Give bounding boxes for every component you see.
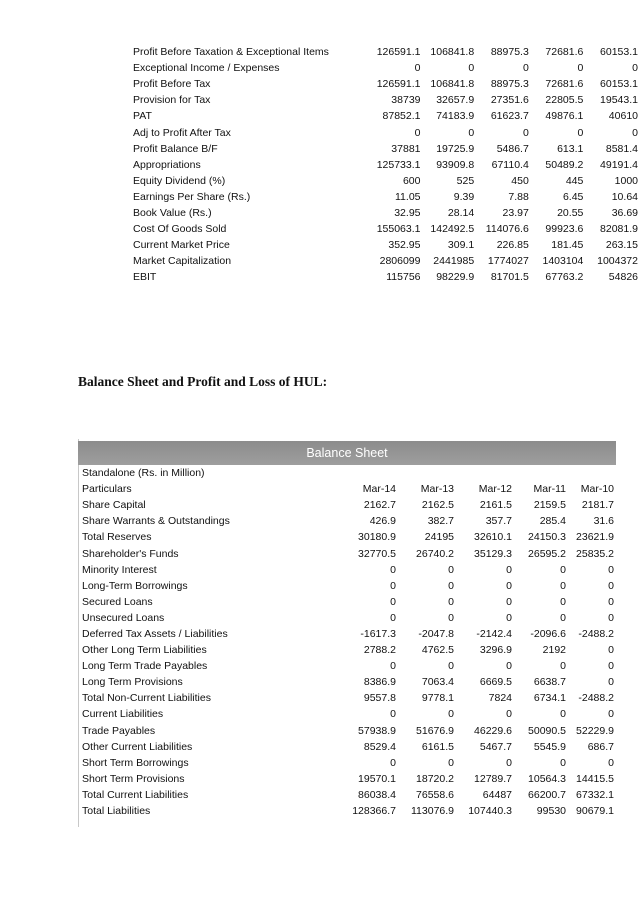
cell-value: 352.95 xyxy=(388,239,421,252)
cell-value: 2806099 xyxy=(379,255,421,268)
cell-value: 49876.1 xyxy=(545,110,584,123)
row-label: Book Value (Rs.) xyxy=(133,206,212,219)
row-label: Cost Of Goods Sold xyxy=(133,223,227,236)
table-row xyxy=(125,253,638,269)
cell-value: 0 xyxy=(390,611,396,624)
table-row xyxy=(82,626,614,642)
table-row xyxy=(82,723,614,739)
cell-value: 107440.3 xyxy=(468,805,512,818)
balance-sheet-table xyxy=(82,465,614,819)
cell-value: 66200.7 xyxy=(528,788,566,801)
cell-value: 0 xyxy=(448,563,454,576)
table-row xyxy=(125,221,638,237)
table-row xyxy=(125,269,638,285)
cell-value: 60153.1 xyxy=(600,78,638,91)
cell-value: 0 xyxy=(560,595,566,608)
row-label: Exceptional Income / Expenses xyxy=(133,62,280,75)
cell-value: 0 xyxy=(608,756,614,769)
row-label: Trade Payables xyxy=(82,724,156,737)
column-header: Mar-12 xyxy=(478,483,512,496)
cell-value: 0 xyxy=(560,563,566,576)
cell-value: 0 xyxy=(608,676,614,689)
cell-value: 72681.6 xyxy=(545,46,584,59)
cell-value: -2142.4 xyxy=(476,627,512,640)
row-label: Total Current Liabilities xyxy=(82,788,189,801)
cell-value: 263.15 xyxy=(605,239,638,252)
row-label: Profit Before Taxation & Exceptional Items xyxy=(133,46,329,59)
cell-value: 126591.1 xyxy=(376,78,421,91)
balance-sheet-header-row xyxy=(82,481,614,497)
cell-value: 0 xyxy=(632,126,638,139)
cell-value: 0 xyxy=(506,756,512,769)
cell-value: 93909.8 xyxy=(436,158,475,171)
cell-value: 12789.7 xyxy=(474,772,512,785)
cell-value: 31.6 xyxy=(593,515,614,528)
cell-value: 30180.9 xyxy=(358,531,396,544)
cell-value: 36.69 xyxy=(611,206,638,219)
cell-value: 0 xyxy=(390,579,396,592)
cell-value: 50489.2 xyxy=(545,158,584,171)
row-label: Long Term Trade Payables xyxy=(82,660,208,673)
cell-value: 0 xyxy=(522,126,529,139)
row-label: Short Term Borrowings xyxy=(82,756,189,769)
row-label: Profit Before Tax xyxy=(133,78,211,91)
cell-value: 309.1 xyxy=(447,239,475,252)
cell-value: 450 xyxy=(511,174,529,187)
profit-loss-table xyxy=(125,44,638,285)
cell-value: 27351.6 xyxy=(490,94,529,107)
cell-value: 24195 xyxy=(424,531,454,544)
cell-value: 23621.9 xyxy=(576,531,614,544)
cell-value: 49191.4 xyxy=(600,158,638,171)
cell-value: 0 xyxy=(390,756,396,769)
cell-value: 99923.6 xyxy=(545,223,584,236)
cell-value: 74183.9 xyxy=(436,110,475,123)
cell-value: 0 xyxy=(506,660,512,673)
cell-value: 72681.6 xyxy=(545,78,584,91)
cell-value: 98229.9 xyxy=(436,271,475,284)
cell-value: 88975.3 xyxy=(490,46,529,59)
cell-value: 54826 xyxy=(608,271,638,284)
cell-value: 0 xyxy=(390,708,396,721)
cell-value: 60153.1 xyxy=(600,46,638,59)
cell-value: -2488.2 xyxy=(578,692,614,705)
cell-value: 0 xyxy=(448,595,454,608)
cell-value: 357.7 xyxy=(485,515,512,528)
table-row xyxy=(82,787,614,803)
cell-value: 26595.2 xyxy=(528,547,566,560)
cell-value: 37881 xyxy=(391,142,421,155)
cell-value: 67332.1 xyxy=(576,788,614,801)
cell-value: 0 xyxy=(608,644,614,657)
row-label: Provision for Tax xyxy=(133,94,211,107)
row-label: Deferred Tax Assets / Liabilities xyxy=(82,627,228,640)
cell-value: 10.64 xyxy=(611,190,638,203)
cell-value: 6638.7 xyxy=(533,676,566,689)
row-label: Minority Interest xyxy=(82,563,157,576)
table-row xyxy=(82,771,614,787)
row-label: Adj to Profit After Tax xyxy=(133,126,231,139)
cell-value: 0 xyxy=(390,660,396,673)
cell-value: 0 xyxy=(506,595,512,608)
cell-value: 9.39 xyxy=(453,190,475,203)
cell-value: 1774027 xyxy=(487,255,529,268)
cell-value: 6734.1 xyxy=(533,692,566,705)
table-row xyxy=(82,497,614,513)
cell-value: 2788.2 xyxy=(363,644,396,657)
cell-value: 2192 xyxy=(542,644,566,657)
cell-value: 0 xyxy=(390,595,396,608)
cell-value: 0 xyxy=(390,563,396,576)
table-row xyxy=(125,205,638,221)
cell-value: 24150.3 xyxy=(528,531,566,544)
cell-value: 6669.5 xyxy=(479,676,512,689)
cell-value: 181.45 xyxy=(551,239,584,252)
cell-value: 67110.4 xyxy=(491,158,529,171)
cell-value: 14415.5 xyxy=(576,772,614,785)
cell-value: 0 xyxy=(560,611,566,624)
cell-value: 5545.9 xyxy=(533,740,566,753)
cell-value: 1000 xyxy=(614,174,638,187)
balance-sheet-title: Balance Sheet xyxy=(78,441,616,465)
table-row xyxy=(82,690,614,706)
table-row xyxy=(125,189,638,205)
cell-value: 445 xyxy=(565,174,584,187)
cell-value: -1617.3 xyxy=(360,627,396,640)
cell-value: 7.88 xyxy=(508,190,529,203)
cell-value: 7824 xyxy=(488,692,512,705)
cell-value: 0 xyxy=(560,660,566,673)
row-label: Total Reserves xyxy=(82,531,152,544)
cell-value: 19725.9 xyxy=(436,142,475,155)
cell-value: 32.95 xyxy=(394,206,421,219)
row-label: Earnings Per Share (Rs.) xyxy=(133,190,251,203)
cell-value: 18720.2 xyxy=(416,772,454,785)
table-row xyxy=(125,60,638,76)
cell-value: 32770.5 xyxy=(358,547,396,560)
cell-value: 2159.5 xyxy=(533,499,566,512)
cell-value: 10564.3 xyxy=(528,772,566,785)
cell-value: 0 xyxy=(632,62,638,75)
header-label: Particulars xyxy=(82,483,132,496)
cell-value: 0 xyxy=(448,579,454,592)
cell-value: 382.7 xyxy=(427,515,454,528)
cell-value: 8386.9 xyxy=(363,676,396,689)
cell-value: 6.45 xyxy=(562,190,584,203)
cell-value: 0 xyxy=(560,579,566,592)
cell-value: 8529.4 xyxy=(363,740,396,753)
cell-value: 32657.9 xyxy=(436,94,475,107)
row-label: Current Liabilities xyxy=(82,708,164,721)
column-header: Mar-10 xyxy=(580,483,614,496)
cell-value: 23.97 xyxy=(502,206,529,219)
cell-value: 11.05 xyxy=(395,190,421,203)
table-row xyxy=(125,124,638,140)
cell-value: 142492.5 xyxy=(430,223,475,236)
cell-value: 32610.1 xyxy=(474,531,512,544)
cell-value: 106841.8 xyxy=(430,78,475,91)
cell-value: 0 xyxy=(506,563,512,576)
table-row xyxy=(82,545,614,561)
cell-value: 0 xyxy=(468,126,475,139)
table-row xyxy=(125,108,638,124)
table-row xyxy=(82,658,614,674)
row-label: Long Term Provisions xyxy=(82,676,183,689)
cell-value: 86038.4 xyxy=(358,788,396,801)
cell-value: 0 xyxy=(577,126,584,139)
cell-value: 3296.9 xyxy=(479,644,512,657)
cell-value: 426.9 xyxy=(369,515,396,528)
balance-sheet-body xyxy=(82,465,614,819)
table-row xyxy=(82,674,614,690)
cell-value: 51676.9 xyxy=(416,724,454,737)
row-label: Other Long Term Liabilities xyxy=(82,644,207,657)
column-header: Mar-13 xyxy=(420,483,454,496)
table-row xyxy=(125,92,638,108)
row-label: Current Market Price xyxy=(133,239,230,252)
table-row xyxy=(82,562,614,578)
cell-value: 0 xyxy=(448,756,454,769)
row-label: Profit Balance B/F xyxy=(133,142,218,155)
table-row xyxy=(82,706,614,722)
column-header: Mar-11 xyxy=(533,483,566,496)
cell-value: 128366.7 xyxy=(352,805,396,818)
balance-sheet-subtitle-row xyxy=(82,465,614,481)
cell-value: 19570.1 xyxy=(358,772,396,785)
cell-value: 0 xyxy=(414,62,421,75)
cell-value: 0 xyxy=(560,708,566,721)
cell-value: 7063.4 xyxy=(421,676,454,689)
cell-value: 82081.9 xyxy=(600,223,638,236)
cell-value: 600 xyxy=(402,174,421,187)
row-label: Appropriations xyxy=(133,158,201,171)
cell-value: 88975.3 xyxy=(490,78,529,91)
cell-value: 1004372 xyxy=(597,255,638,268)
profit-loss-body xyxy=(125,44,638,285)
cell-value: 35129.3 xyxy=(474,547,512,560)
table-row xyxy=(82,578,614,594)
table-row xyxy=(125,44,638,60)
table-row xyxy=(125,237,638,253)
cell-value: 81701.5 xyxy=(490,271,529,284)
cell-value: 155063.1 xyxy=(376,223,421,236)
cell-value: 6161.5 xyxy=(421,740,454,753)
cell-value: 0 xyxy=(448,708,454,721)
row-label: Secured Loans xyxy=(82,595,153,608)
row-label: Other Current Liabilities xyxy=(82,740,193,753)
cell-value: -2488.2 xyxy=(578,627,614,640)
cell-value: -2096.6 xyxy=(530,627,566,640)
cell-value: 52229.9 xyxy=(576,724,614,737)
row-label: Long-Term Borrowings xyxy=(82,579,188,592)
cell-value: 9557.8 xyxy=(363,692,396,705)
cell-value: 0 xyxy=(448,611,454,624)
cell-value: 5467.7 xyxy=(479,740,512,753)
cell-value: 0 xyxy=(608,708,614,721)
row-label: Share Warrants & Outstandings xyxy=(82,515,230,528)
cell-value: 25835.2 xyxy=(576,547,614,560)
cell-value: 99530 xyxy=(536,805,566,818)
table-row xyxy=(125,76,638,92)
cell-value: 76558.6 xyxy=(416,788,454,801)
cell-value: 20.55 xyxy=(557,206,584,219)
cell-value: 57938.9 xyxy=(358,724,396,737)
table-row xyxy=(82,803,614,819)
cell-value: 4762.5 xyxy=(421,644,454,657)
row-label: Equity Dividend (%) xyxy=(133,174,226,187)
table-row xyxy=(82,513,614,529)
table-row xyxy=(82,529,614,545)
cell-value: 0 xyxy=(506,611,512,624)
cell-value: 40610 xyxy=(608,110,638,123)
row-label: Market Capitalization xyxy=(133,255,232,268)
cell-value: 106841.8 xyxy=(430,46,475,59)
cell-value: 38739 xyxy=(391,94,421,107)
cell-value: 113076.9 xyxy=(410,805,454,818)
cell-value: 50090.5 xyxy=(528,724,566,737)
cell-value: 525 xyxy=(456,174,475,187)
cell-value: 67763.2 xyxy=(545,271,584,284)
table-row xyxy=(82,739,614,755)
section-heading: Balance Sheet and Profit and Loss of HUL: xyxy=(78,374,328,389)
cell-value: 114076.6 xyxy=(485,223,529,236)
cell-value: 2162.5 xyxy=(421,499,454,512)
cell-value: 5486.7 xyxy=(496,142,529,155)
row-label: Shareholder's Funds xyxy=(82,547,179,560)
cell-value: 46229.6 xyxy=(474,724,512,737)
cell-value: 0 xyxy=(608,579,614,592)
cell-value: 0 xyxy=(506,579,512,592)
cell-value: 8581.4 xyxy=(605,142,638,155)
cell-value: 87852.1 xyxy=(382,110,421,123)
row-label: EBIT xyxy=(133,271,157,284)
cell-value: 285.4 xyxy=(539,515,566,528)
cell-value: 126591.1 xyxy=(376,46,421,59)
cell-value: 19543.1 xyxy=(600,94,638,107)
cell-value: 0 xyxy=(608,660,614,673)
cell-value: 2162.7 xyxy=(363,499,396,512)
cell-value: 0 xyxy=(506,708,512,721)
row-label: Total Liabilities xyxy=(82,805,151,818)
table-row xyxy=(125,157,638,173)
cell-value: 0 xyxy=(448,660,454,673)
cell-value: 115756 xyxy=(386,271,421,284)
cell-value: 0 xyxy=(468,62,475,75)
row-label: Short Term Provisions xyxy=(82,772,185,785)
cell-value: 61623.7 xyxy=(490,110,529,123)
cell-value: 9778.1 xyxy=(421,692,454,705)
row-label: Share Capital xyxy=(82,499,146,512)
cell-value: 90679.1 xyxy=(576,805,614,818)
cell-value: 226.85 xyxy=(496,239,529,252)
cell-value: 2181.7 xyxy=(581,499,614,512)
cell-value: 64487 xyxy=(482,788,512,801)
cell-value: 28.14 xyxy=(447,206,475,219)
cell-value: -2047.8 xyxy=(418,627,454,640)
cell-value: 26740.2 xyxy=(416,547,454,560)
cell-value: 125733.1 xyxy=(376,158,421,171)
balance-sheet-subtitle: Standalone (Rs. in Million) xyxy=(82,467,205,480)
table-row xyxy=(82,610,614,626)
cell-value: 0 xyxy=(414,126,421,139)
cell-value: 0 xyxy=(522,62,529,75)
cell-value: 0 xyxy=(608,595,614,608)
row-label: Unsecured Loans xyxy=(82,611,165,624)
row-label: PAT xyxy=(133,110,152,123)
cell-value: 686.7 xyxy=(587,740,614,753)
table-row xyxy=(125,173,638,189)
table-row xyxy=(82,594,614,610)
cell-value: 1403104 xyxy=(542,255,584,268)
row-label: Total Non-Current Liabilities xyxy=(82,692,211,705)
cell-value: 0 xyxy=(577,62,584,75)
cell-value: 0 xyxy=(608,563,614,576)
cell-value: 613.1 xyxy=(557,142,584,155)
cell-value: 2161.5 xyxy=(479,499,512,512)
cell-value: 22805.5 xyxy=(545,94,584,107)
cell-value: 0 xyxy=(560,756,566,769)
cell-value: 2441985 xyxy=(433,255,475,268)
column-header: Mar-14 xyxy=(362,483,396,496)
table-row xyxy=(82,642,614,658)
table-row xyxy=(82,755,614,771)
cell-value: 0 xyxy=(608,611,614,624)
table-row xyxy=(125,141,638,157)
